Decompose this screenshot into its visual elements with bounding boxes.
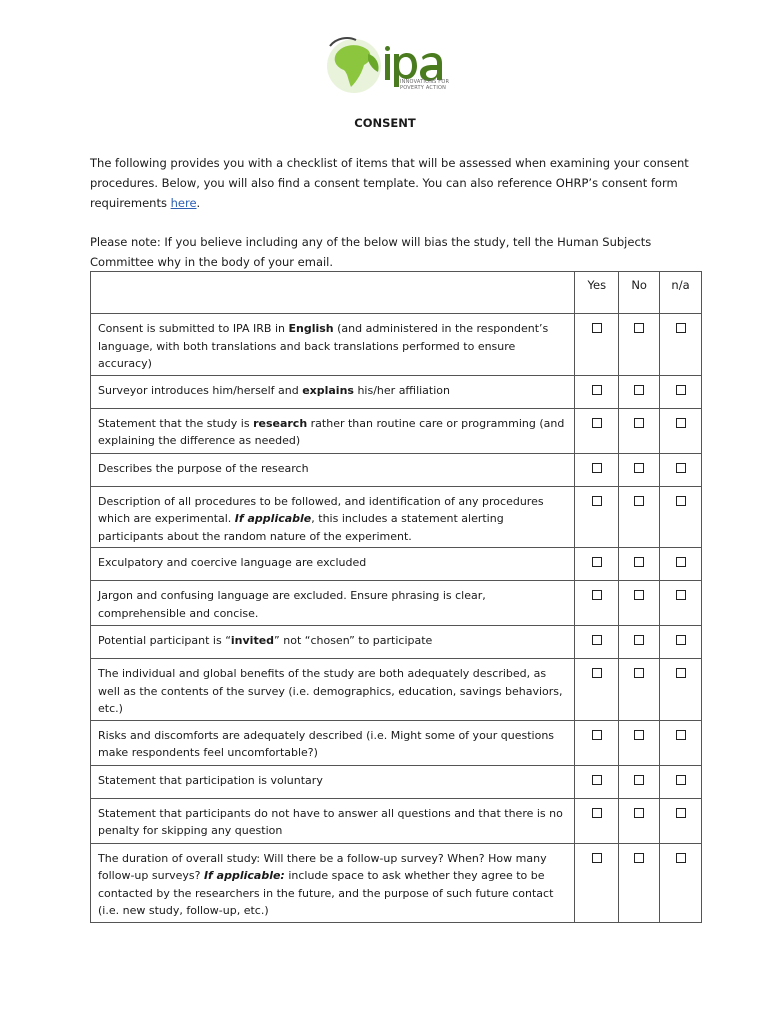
- intro-period: .: [196, 196, 201, 210]
- item-text: Jargon and confusing language are excluded. Ensure phrasing is clear, comprehensible and concise.: [98, 589, 486, 620]
- checklist-item-text: [91, 765, 575, 798]
- item-text: Risks and discomforts are adequately described (i.e. Might some of your questions make respondents feel uncomfortable?): [98, 728, 555, 759]
- checkbox-no[interactable]: [634, 557, 644, 567]
- page-title: CONSENT: [354, 116, 416, 130]
- cell-yes: [575, 798, 619, 843]
- checklist-item-text: [91, 314, 575, 376]
- item-emphasis: explains: [302, 383, 354, 397]
- item-text-end: (and administered in the respondent’s language, with both translations and back translations performed to ensure accuracy): [98, 322, 549, 370]
- checklist-item-text: [91, 453, 575, 486]
- checkbox-yes[interactable]: [592, 853, 602, 863]
- checkbox-no[interactable]: [634, 635, 644, 645]
- cell-yes: [575, 659, 619, 721]
- checkbox-na[interactable]: [676, 730, 686, 740]
- checkbox-yes[interactable]: [592, 496, 602, 506]
- cell-no: [619, 408, 660, 453]
- item-text: Potential participant is “: [98, 634, 231, 647]
- cell-na: [660, 720, 702, 765]
- table-row: [91, 486, 702, 548]
- checkbox-no[interactable]: [634, 463, 644, 473]
- checkbox-na[interactable]: [676, 385, 686, 395]
- here-link[interactable]: here: [170, 196, 197, 210]
- checkbox-yes[interactable]: [592, 463, 602, 473]
- table-row: [91, 720, 702, 765]
- checklist-item-text: [91, 548, 575, 581]
- checkbox-na[interactable]: [676, 808, 686, 818]
- table-row: [91, 798, 702, 843]
- cell-na: [660, 798, 702, 843]
- cell-no: [619, 314, 660, 376]
- item-emphasis: If applicable:: [203, 869, 285, 882]
- table-row: [91, 626, 702, 659]
- intro-text: The following provides you with a checklist of items that will be assessed when examining your consent procedures. Below, you will also find a consent template. You can also reference OHRP’s consent form requirements: [90, 156, 689, 210]
- cell-no: [619, 659, 660, 721]
- item-text-end: , this includes a statement alerting participants about the random nature of the experiment.: [98, 512, 504, 543]
- checkbox-na[interactable]: [676, 557, 686, 567]
- checkbox-yes[interactable]: [592, 385, 602, 395]
- item-text: The individual and global benefits of the study are both adequately described, as well as the contents of the survey (i.e. demographics, education, savings behaviors, etc.): [98, 667, 563, 715]
- item-text: Statement that participation is voluntary: [98, 773, 323, 787]
- checkbox-no[interactable]: [634, 730, 644, 740]
- cell-no: [619, 375, 660, 408]
- cell-na: [660, 626, 702, 659]
- checkbox-yes[interactable]: [592, 557, 602, 567]
- item-text: Exculpatory and coercive language are excluded: [98, 556, 367, 569]
- checklist-item-text: [91, 408, 575, 453]
- checkbox-na[interactable]: [676, 323, 686, 333]
- cell-yes: [575, 581, 619, 626]
- cell-yes: [575, 548, 619, 581]
- item-text-end: include space to ask whether they agree to be contacted by the researchers in the future, and the purpose of such future contact (i.e. new study, follow-up, etc.): [98, 869, 554, 917]
- table-row: [91, 548, 702, 581]
- cell-no: [619, 581, 660, 626]
- item-text-end: his/her affiliation: [353, 383, 450, 397]
- checkbox-no[interactable]: [634, 496, 644, 506]
- intro-paragraph: [90, 153, 690, 213]
- checkbox-na[interactable]: [676, 853, 686, 863]
- checkbox-yes[interactable]: [592, 590, 602, 600]
- cell-na: [660, 408, 702, 453]
- header-blank-cell: [91, 272, 575, 314]
- checkbox-yes[interactable]: [592, 418, 602, 428]
- checkbox-yes[interactable]: [592, 730, 602, 740]
- item-emphasis: invited: [230, 634, 275, 647]
- checklist-item-text: [91, 843, 575, 922]
- checklist-item-text: [91, 486, 575, 548]
- table-row: [91, 581, 702, 626]
- table-row: [91, 843, 702, 922]
- cell-no: [619, 548, 660, 581]
- table-row: [91, 408, 702, 453]
- checkbox-yes[interactable]: [592, 323, 602, 333]
- table-row: [91, 765, 702, 798]
- cell-na: [660, 486, 702, 548]
- cell-no: [619, 453, 660, 486]
- item-text: Describes the purpose of the research: [98, 461, 309, 475]
- cell-no: [619, 486, 660, 548]
- checkbox-na[interactable]: [676, 463, 686, 473]
- cell-no: [619, 626, 660, 659]
- cell-yes: [575, 626, 619, 659]
- item-text: The duration of overall study: Will there be a follow-up survey? When? How many follow-up surveys?: [98, 851, 547, 882]
- cell-na: [660, 659, 702, 721]
- cell-yes: [575, 314, 619, 376]
- checklist-item-text: [91, 798, 575, 843]
- ipa-logo: [318, 32, 458, 96]
- table-row: [91, 375, 702, 408]
- cell-yes: [575, 408, 619, 453]
- table-header-row: [91, 272, 702, 314]
- checkbox-yes[interactable]: [592, 635, 602, 645]
- checkbox-na[interactable]: [676, 775, 686, 785]
- checkbox-na[interactable]: [676, 590, 686, 600]
- checkbox-no[interactable]: [634, 323, 644, 333]
- cell-yes: [575, 486, 619, 548]
- checklist-item-text: [91, 659, 575, 721]
- cell-no: [619, 843, 660, 922]
- checkbox-no[interactable]: [634, 808, 644, 818]
- item-emphasis: English: [288, 322, 334, 335]
- checklist-item-text: [91, 375, 575, 408]
- item-text-end: ” not “chosen” to participate: [274, 634, 433, 647]
- checkbox-na[interactable]: [676, 635, 686, 645]
- cell-no: [619, 798, 660, 843]
- checkbox-yes[interactable]: [592, 775, 602, 785]
- note-paragraph: Please note: If you believe including any of the below will bias the study, tell the Human Subjects Committee why in the body of your email.: [90, 235, 652, 269]
- cell-na: [660, 581, 702, 626]
- table-row: [91, 659, 702, 721]
- checkbox-na[interactable]: [676, 668, 686, 678]
- cell-na: [660, 765, 702, 798]
- item-text: Description of all procedures to be followed, and identification of any procedures which are experimental.: [98, 494, 544, 525]
- checkbox-no[interactable]: [634, 385, 644, 395]
- item-text: Statement that participants do not have to answer all questions and that there is no penalty for skipping any question: [98, 806, 563, 837]
- item-emphasis: If applicable: [234, 512, 312, 525]
- checkbox-no[interactable]: [634, 668, 644, 678]
- checkbox-yes[interactable]: [592, 808, 602, 818]
- checkbox-na[interactable]: [676, 496, 686, 506]
- cell-yes: [575, 843, 619, 922]
- item-text: Statement that the study is: [98, 416, 254, 430]
- item-text: Consent is submitted to IPA IRB in: [98, 322, 289, 335]
- cell-na: [660, 453, 702, 486]
- cell-yes: [575, 720, 619, 765]
- cell-no: [619, 765, 660, 798]
- cell-yes: [575, 453, 619, 486]
- item-emphasis: research: [253, 416, 308, 430]
- checkbox-no[interactable]: [634, 775, 644, 785]
- cell-na: [660, 314, 702, 376]
- checkbox-yes[interactable]: [592, 668, 602, 678]
- table-row: [91, 453, 702, 486]
- logo-tagline: INNOVATIONS FOR POVERTY ACTION: [400, 79, 450, 91]
- consent-checklist-table: [90, 271, 702, 923]
- checkbox-na[interactable]: [676, 418, 686, 428]
- header-yes: Yes: [575, 272, 619, 314]
- cell-na: [660, 843, 702, 922]
- cell-yes: [575, 375, 619, 408]
- item-text-end: rather than routine care or programming (and explaining the difference as needed): [98, 416, 565, 447]
- header-na: n/a: [660, 272, 702, 314]
- cell-no: [619, 720, 660, 765]
- cell-na: [660, 375, 702, 408]
- cell-na: [660, 548, 702, 581]
- checkbox-no[interactable]: [634, 853, 644, 863]
- item-text: Surveyor introduces him/herself and: [98, 383, 303, 397]
- checkbox-no[interactable]: [634, 590, 644, 600]
- checklist-item-text: [91, 626, 575, 659]
- header-no: No: [619, 272, 660, 314]
- table-row: [91, 314, 702, 376]
- cell-yes: [575, 765, 619, 798]
- checklist-item-text: [91, 720, 575, 765]
- checklist-item-text: [91, 581, 575, 626]
- checkbox-no[interactable]: [634, 418, 644, 428]
